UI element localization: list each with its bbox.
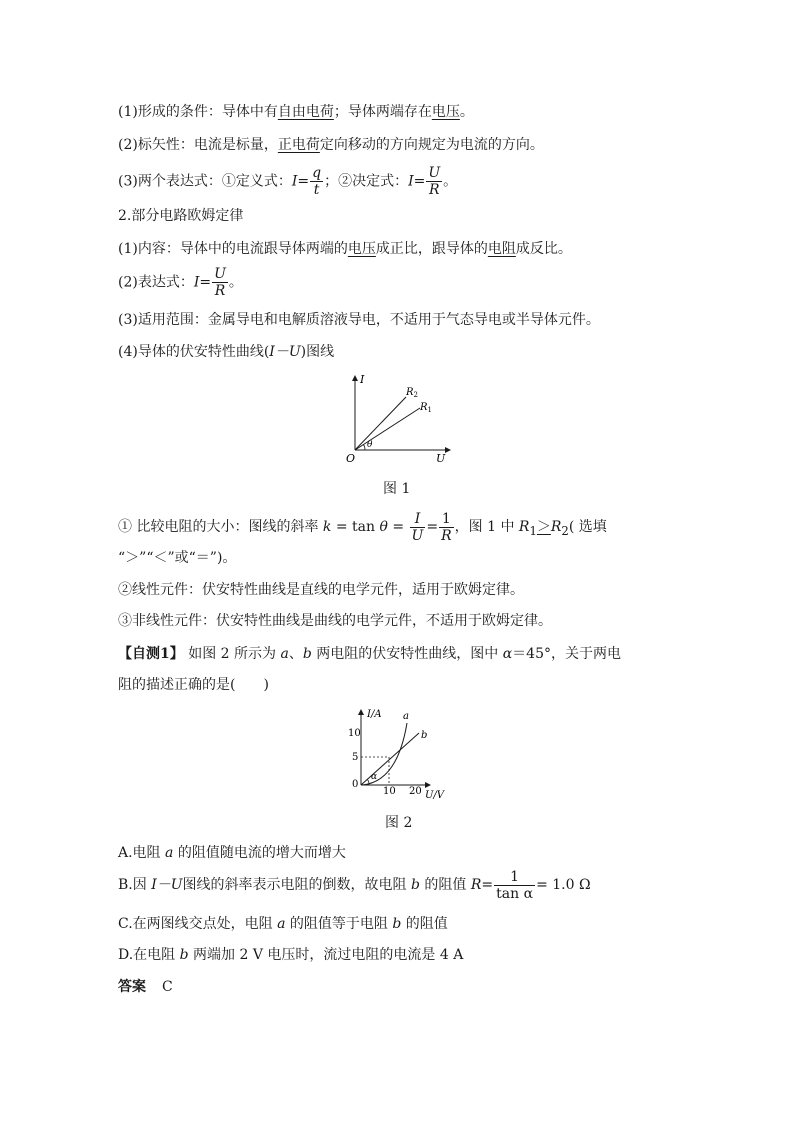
denominator: R [441,527,452,544]
denominator: R [214,283,226,299]
scalar-line [118,135,544,155]
denominator: R [428,182,440,198]
tick-y-5: 5 [352,752,359,763]
curve-b-label: b [421,730,428,741]
tick-origin: 0 [352,779,359,790]
curve-a-label: a [403,711,409,722]
variable: b [302,646,312,662]
variable: b [179,947,189,963]
text: 成正比，跟导体的 [375,241,488,257]
numerator: U [428,165,441,181]
y-axis-label: I [360,373,365,386]
variable: θ [379,519,388,535]
text: = [481,877,494,893]
text: ＝45°，关于两电 [512,646,621,662]
curve-line [118,342,334,362]
angle-arc [364,445,366,451]
text: = [387,519,409,535]
fraction [426,165,442,198]
denominator: tan α [496,885,534,902]
text: ；导体两端存在 [333,104,432,120]
text: (2)表达式： [118,274,194,291]
text: 定向移动的方向规定为电流的方向。 [319,137,544,153]
figure-1-caption: 图 1 [383,481,411,497]
text: 图线的斜率表示电阻的倒数，故电阻 [182,877,411,893]
condition-line [118,102,474,122]
formula-lhs: I= [291,173,310,190]
line-r1 [355,408,420,450]
text: 如图 2 所示为 [183,646,281,662]
numerator: 1 [494,869,535,886]
section-heading: 2.部分电路欧姆定律 [118,208,244,224]
variable: a [277,916,286,932]
y-axis-label: I/A [367,709,382,720]
answer-blank: ＞ [536,519,551,535]
denominator: t [313,182,320,198]
r2-label: $R_2$ [406,387,418,399]
variable: R [550,519,562,535]
text: 。 [459,104,474,120]
subscript: 2 [561,523,569,538]
text: 的阻值等于电阻 [285,916,393,932]
expression-line-2 [118,266,243,299]
numerator: U [214,266,226,282]
variable: b [411,877,420,893]
line-r2 [355,397,406,450]
option-d [118,945,463,965]
origin-label: O [346,452,356,465]
text: B.因 [118,877,152,893]
subscript: 1 [529,523,537,538]
answer-blank: 电压 [431,104,460,120]
fraction [494,869,535,902]
variable: a [165,845,174,861]
expression-line [118,165,457,198]
x-axis-label: U [436,452,446,465]
formula-lhs: I= [408,173,426,190]
option-b [118,866,591,904]
variable: k [322,519,332,535]
text: ① 比较电阻的大小：图线的斜率 [118,519,323,535]
answer-blank: 正电荷 [277,137,320,153]
figure-1 [340,370,460,465]
text: )图线 [300,344,335,360]
text: (4)导体的伏安特性曲线( [118,344,270,360]
text: 的阻值 [401,916,448,932]
question-line [118,644,621,664]
variable: R [470,877,482,893]
text: D.在电阻 [118,947,180,963]
tick-x-20: 20 [409,786,422,797]
text: (3)两个表达式：①定义式： [118,173,292,190]
text: 两端加 2 V 电压时，流过电阻的电流是 4 A [188,947,464,963]
fraction [310,165,323,198]
option-c [118,914,448,934]
figure-2 [345,705,460,800]
denominator: U [411,527,424,544]
fraction [439,511,454,544]
variable: a [280,646,289,662]
text: 、 [288,646,303,662]
angle-label: α [371,772,378,782]
numerator: I [410,511,426,528]
text: = 1.0 Ω [536,877,591,893]
text: C.在两图线交点处，电阻 [118,916,278,932]
text: 。 [443,173,458,190]
fraction [410,511,426,544]
r1-label: $R_1$ [420,402,432,414]
content-line [118,239,572,259]
question-tag: 【自测1】 [118,646,184,662]
nonlinear-element-line: ③非线性元件：伏安特性曲线是曲线的电学元件，不适用于欧姆定律。 [118,613,552,629]
text: 两电阻的伏安特性曲线，图中 [311,646,503,662]
tick-x-10: 10 [383,786,396,797]
text: (2)标矢性：电流是标量， [118,137,278,153]
numerator: 1 [439,511,454,528]
x-axis-label: U/V [425,790,445,800]
answer-blank: 自由电荷 [277,104,334,120]
numerator: q [312,165,322,181]
variable: R [518,519,530,535]
scope-line: (3)适用范围：金属导电和电解质溶液导电，不适用于气态导电或半导体元件。 [118,312,600,328]
answer-label: 答案 [118,979,146,995]
text: (1)内容：导体中的电流跟导体两端的 [118,241,348,257]
variable: I－U [151,877,183,893]
fraction [212,266,228,299]
text: 成反比。 [515,241,572,257]
answer-value: C [162,979,173,995]
compare-line [118,510,607,548]
compare-options: “＞”“＜”或“＝”)。 [118,550,237,566]
curve-a [361,723,407,785]
text: A.电阻 [118,845,166,861]
variable: b [392,916,402,932]
variable: I－U [269,344,301,360]
angle-label: θ [367,440,373,450]
figure-2-caption: 图 2 [385,815,413,831]
text: 。 [228,274,243,291]
line-b [361,733,419,785]
text: ；②决定式： [324,173,409,190]
answer-line [118,977,173,997]
text: ( 选填 [568,519,607,535]
linear-element-line: ②线性元件：伏安特性曲线是直线的电学元件，适用于欧姆定律。 [118,582,524,598]
tick-y-10: 10 [348,728,361,739]
text: 的阻值随电流的增大而增大 [173,845,346,861]
variable: α [502,646,513,662]
text: = [426,519,439,535]
text: (1)形成的条件：导体中有 [118,104,278,120]
text: = tan [331,519,380,535]
text: ，图 1 中 [454,519,519,535]
answer-blank: 电阻 [487,241,516,257]
text: 的阻值 [419,877,471,893]
formula-lhs: I= [193,274,212,291]
option-a [118,843,346,863]
question-line-2: 阻的描述正确的是( ) [118,677,269,693]
answer-blank: 电压 [347,241,376,257]
